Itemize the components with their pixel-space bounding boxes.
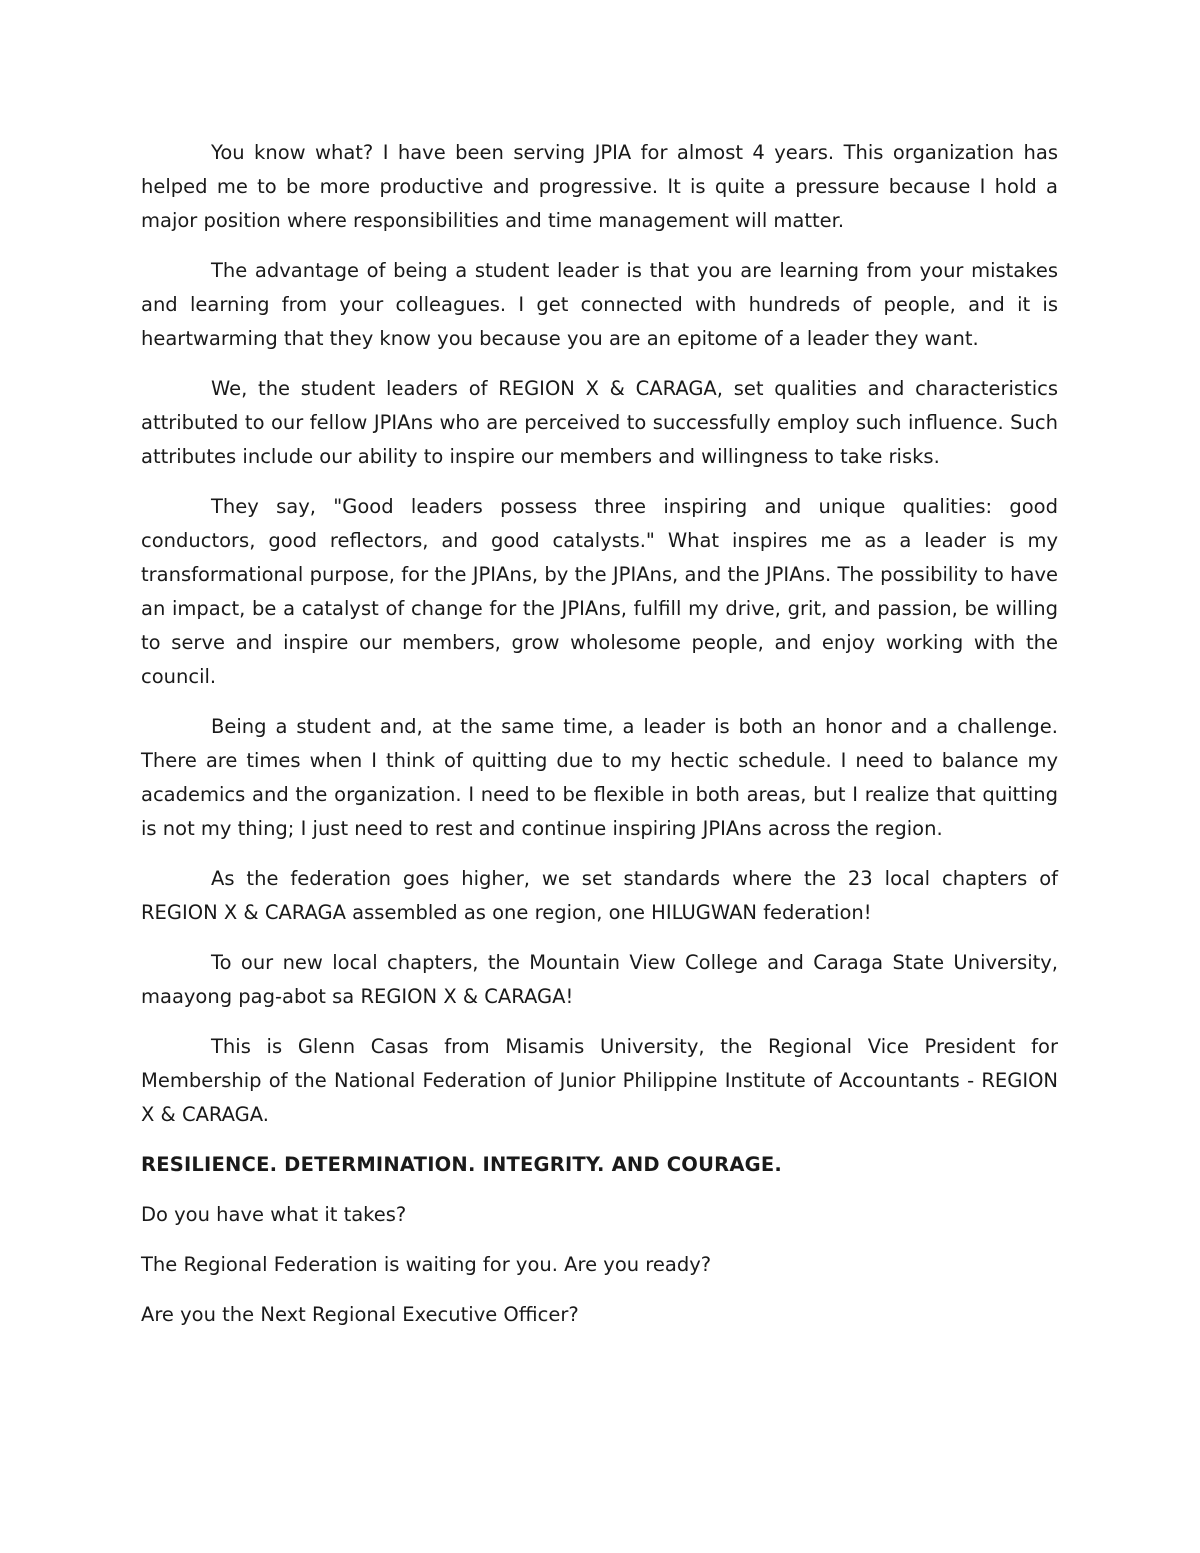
body-paragraph-2: The advantage of being a student leader is that you are learning from your mistakes and learning from your colleagues. I get connected with hundreds of people, and it is heartwarming that they know you because you are an epitome of a leader they want.	[141, 259, 1058, 350]
body-paragraph-5: Being a student and, at the same time, a leader is both an honor and a challenge. There are times when I think of quitting due to my hectic schedule. I need to balance my academics and the organization. I need to be flexible in both areas, but I realize that quitting is not my thing; I just need to rest and continue inspiring JPIAns across the region.	[141, 715, 1058, 840]
closing-line-3: Are you the Next Regional Executive Officer?	[141, 1303, 579, 1326]
body-paragraph-7: To our new local chapters, the Mountain View College and Caraga State University, maayong pag-abot sa REGION X & CARAGA!	[141, 951, 1058, 1008]
body-paragraph-4: They say, "Good leaders possess three inspiring and unique qualities: good conductors, good reflectors, and good catalysts." What inspires me as a leader is my transformational purpose, for the JPIAns, by the JPIAns, and the JPIAns. The possibility to have an impact, be a catalyst of change for the JPIAns, fulfill my drive, grit, and passion, be willing to serve and inspire our members, grow wholesome people, and enjoy working with the council.	[141, 495, 1058, 688]
body-paragraph-8: This is Glenn Casas from Misamis University, the Regional Vice President for Membership of the National Federation of Junior Philippine Institute of Accountants - REGION X & CARAGA.	[141, 1035, 1058, 1126]
body-paragraph-3: We, the student leaders of REGION X & CARAGA, set qualities and characteristics attributed to our fellow JPIAns who are perceived to successfully employ such influence. Such attributes include our ability to inspire our members and willingness to take risks.	[141, 377, 1058, 468]
closing-line-1: Do you have what it takes?	[141, 1203, 407, 1226]
closing-line-2: The Regional Federation is waiting for you. Are you ready?	[141, 1253, 712, 1276]
document-page	[141, 136, 1058, 1348]
body-paragraph-1: You know what? I have been serving JPIA for almost 4 years. This organization has helped me to be more productive and progressive. It is quite a pressure because I hold a major position where responsibilities and time management will matter.	[141, 141, 1058, 232]
body-paragraph-6: As the federation goes higher, we set standards where the 23 local chapters of REGION X & CARAGA assembled as one region, one HILUGWAN federation!	[141, 867, 1058, 924]
values-heading: RESILIENCE. DETERMINATION. INTEGRITY. AND COURAGE.	[141, 1153, 782, 1176]
